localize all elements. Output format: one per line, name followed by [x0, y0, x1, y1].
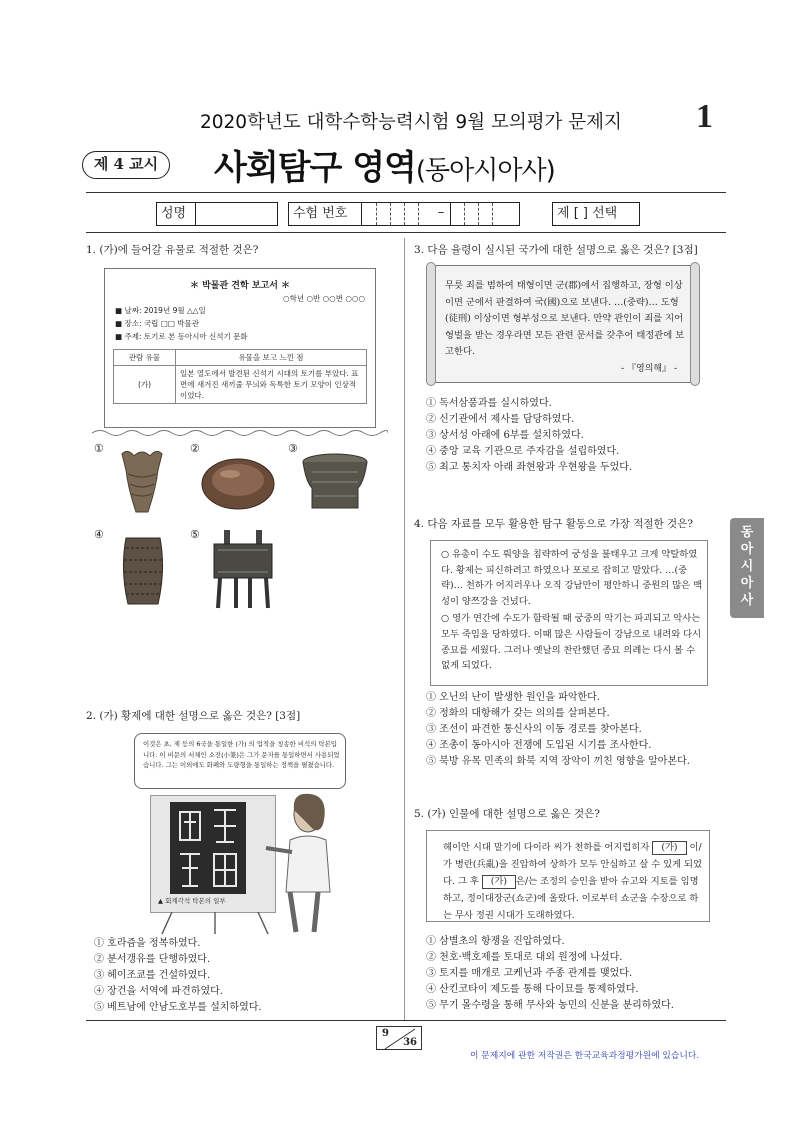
q4-stem: 4. 다음 자료를 모두 활용한 탐구 활동으로 가장 적절한 것은? [414, 518, 693, 530]
choice-label[interactable]: 제 [ ] 선택 [552, 202, 640, 226]
q2-choice-3[interactable]: ③ 헤이조쿄를 건설하였다. [94, 970, 211, 981]
exam-number-box [288, 202, 520, 226]
q4-choice-2[interactable]: ② 정화의 대항해가 갖는 의의를 살펴본다. [426, 708, 610, 719]
q2-choices [94, 936, 262, 1016]
q4-source-text [441, 547, 703, 674]
side-tab-label: 동아시아사 [740, 525, 754, 608]
table-header-impression: 유물을 보고 느낀 점 [176, 350, 367, 366]
header-rule [86, 192, 726, 193]
q5-choice-1[interactable]: ① 삼별초의 항쟁을 진압하였다. [426, 936, 565, 947]
q1-choice-4[interactable]: ④ [94, 528, 104, 541]
comb-pattern-jar-icon [118, 534, 168, 608]
q5-choice-2[interactable]: ② 천호·백호제를 토대로 대외 원정에 나섰다. [426, 952, 623, 963]
subject-main: 사회탐구 영역 [214, 148, 416, 188]
rubbing-caption: ▲ 회계각석 탁본의 일부 [158, 897, 226, 905]
subject-title [214, 140, 555, 189]
q3-passage: 무릇 죄를 범하여 태형이면 군(郡)에서 집행하고, 장형 이상이면 군에서 판결하여 국(國)으로 보낸다. …(중략)… 도형(徒刑) 이상이면 형부성으로 보낸다. 만약 관인이 죄를 지어 형벌을 받는 경우라면 모든 관련 문서를 갖추어 태정관에 보고한다. [445, 280, 685, 357]
copyright-notice: 이 문제지에 관한 저작권은 한국교육과정평가원에 있습니다. [470, 1051, 700, 1061]
museum-report [104, 268, 376, 428]
exam-number-dash: – [437, 205, 445, 220]
q2-choice-2[interactable]: ② 분서갱유를 단행하였다. [94, 954, 211, 965]
report-theme: ■ 주제: 토기로 본 동아시아 신석기 문화 [115, 332, 248, 341]
q5-passage-part3: 은/는 조정의 승인을 받아 슈고와 지토를 임명하고, 정이대장군(쇼군)에 올랐다. 이로부터 쇼군을 수장으로 하는 무사 정권 시대가 도래하였다. [443, 876, 699, 921]
page-current: 9 [382, 1028, 389, 1039]
report-date: ■ 날짜: 2019년 9월 △△일 [115, 306, 206, 315]
easel-legs-icon [152, 912, 278, 934]
report-title: ＊ 박물관 견학 보고서 ＊ [189, 281, 291, 291]
table-cell-impression: 일본 열도에서 발견된 신석기 시대의 토기를 부았다. 표면에 새겨진 새끼줄 무늬와 독특한 토기 모양이 인상적이었다. [176, 366, 367, 404]
q2-choice-5[interactable]: ⑤ 베트남에 안남도호부를 설치하였다. [94, 1002, 262, 1013]
exam-title: 2020학년도 대학수학능력시험 9월 모의평가 문제지 [200, 112, 622, 133]
q5-choice-4[interactable]: ④ 산킨코타이 제도를 통해 다이묘를 통제하였다. [426, 984, 639, 995]
speech-text: 이것은 초, 제 등의 6국을 통일한 (가) 의 업적을 칭송한 비석의 탁본입니다. 이 비문의 서체인 소전(小篆)은 그가 문자를 통일하면서 사용되었습니다. 그는 이외에도 화폐와 도량형을 통일하는 정책을 펼쳤습니다. [143, 740, 340, 769]
q4-source-1: ○ 유총이 수도 뤄양을 침략하여 궁성을 불태우고 크게 약탈하였다. 황제는 피신하려고 하였으나 포로로 잡히고 말았다. …(중략)… 천하가 어지러우나 오직 강남만이 평안하니 중원의 많은 백성이 양쯔강을 건넜다. [441, 549, 703, 607]
q3-choice-1[interactable]: ① 독서삼품과를 실시하였다. [426, 398, 552, 409]
seal-script-icon [170, 802, 246, 894]
q3-choice-5[interactable]: ⑤ 최고 통치자 아래 좌현왕과 우현왕을 두었다. [426, 462, 633, 473]
q4-choice-1[interactable]: ① 오닌의 난이 발생한 원인을 파악한다. [426, 692, 600, 703]
exam-number-field[interactable] [362, 202, 520, 226]
column-divider [404, 238, 405, 1020]
q3-choice-2[interactable]: ② 신기관에서 제사를 담당하였다. [426, 414, 575, 425]
table-header-artifact: 관람 유물 [114, 350, 176, 366]
q2-stem: 2. (가) 황제에 대한 설명으로 옳은 것은? [3점] [86, 710, 301, 722]
q3-passage-scroll [432, 265, 694, 383]
subject-sub: (동아시아사) [415, 156, 555, 186]
choice-box [552, 202, 640, 226]
scroll-rod-right [690, 262, 700, 386]
teacher-figure-icon [262, 792, 342, 934]
report-student: ○학년 ○반 ○○번 ○○○ [283, 294, 365, 303]
q2-choice-4[interactable]: ④ 장건을 서역에 파견하였다. [94, 986, 223, 997]
info-rule [86, 232, 726, 233]
q5-choices [426, 934, 674, 1014]
page-marker: 1 [696, 98, 713, 135]
q1-stem: 1. (가)에 들어갈 유물로 적절한 것은? [86, 244, 259, 256]
q3-choice-3[interactable]: ③ 상서성 아래에 6부를 설치하였다. [426, 430, 584, 441]
period-badge: 제 4 교시 [82, 151, 170, 179]
exam-number-label: 수험 번호 [288, 202, 362, 226]
q4-choice-5[interactable]: ⑤ 북방 유목 민족의 화북 지역 장악이 끼친 영향을 알아본다. [426, 756, 690, 767]
report-table [113, 349, 367, 404]
page-indicator [376, 1026, 422, 1050]
q3-choices [426, 396, 632, 476]
q5-choice-5[interactable]: ⑤ 무기 몰수령을 통해 무사와 농민의 신분을 분리하였다. [426, 1000, 674, 1011]
q5-passage-part1: 헤이안 시대 말기에 다이라 씨가 천하를 어지럽히자 [443, 842, 650, 853]
name-box [156, 202, 278, 226]
q5-passage [443, 839, 703, 924]
speech-bubble [134, 733, 346, 789]
name-field[interactable] [196, 202, 278, 226]
bronze-drum-icon [300, 452, 370, 514]
q4-source-2: ○ 영가 연간에 수도가 함락될 때 궁중의 악기는 파괴되고 악사는 모두 죽임을 당하였다. 이때 많은 사람들이 강남으로 내려와 다시 종묘를 세웠다. 그러나 옛날의 찬란했던 종묘 의례는 다시 볼 수 없게 되었다. [441, 613, 702, 672]
q3-choice-4[interactable]: ④ 중앙 교육 기관으로 주자감을 설립하였다. [426, 446, 620, 457]
q3-source: - 『영의해』 - [621, 364, 677, 374]
footer-rule [86, 1020, 726, 1021]
subject-side-tab [730, 518, 764, 618]
page-total: 36 [403, 1037, 417, 1048]
q5-passage-part2: 이/가 병란(兵亂)을 진압하여 상하가 모두 안심하고 살 수 있게 되었다. 그 후 [443, 842, 703, 887]
name-label: 성명 [156, 202, 196, 226]
q4-choice-4[interactable]: ④ 조총이 동아시아 전쟁에 도입된 시기를 조사한다. [426, 740, 652, 751]
q1-choice-5[interactable]: ⑤ [190, 528, 200, 541]
q5-blank-2: (가) [482, 875, 516, 889]
q3-stem: 3. 다음 율령이 실시된 국가에 대한 설명으로 옳은 것은? [3점] [414, 244, 698, 256]
stele-rubbing-image [170, 802, 246, 894]
q5-choice-3[interactable]: ③ 토지를 매개로 고케닌과 주종 관계를 맺었다. [426, 968, 633, 979]
q5-stem: 5. (가) 인물에 대한 설명으로 옳은 것은? [414, 808, 600, 820]
scroll-rod-left [426, 262, 436, 386]
q4-choices [426, 690, 690, 770]
q5-blank-1: (가) [652, 841, 686, 855]
report-place: ■ 장소: 국립 □□ 박물관 [115, 319, 200, 328]
q2-choice-1[interactable]: ① 호라즘을 정복하였다. [94, 938, 201, 949]
report-wavy-edge [92, 428, 388, 438]
bowl-icon [200, 456, 276, 512]
bronze-ding-icon [206, 528, 280, 612]
q1-choice-3[interactable]: ③ [288, 442, 298, 455]
q5-passage-box [426, 830, 710, 922]
q1-choice-2[interactable]: ② [190, 442, 200, 455]
q4-choice-3[interactable]: ③ 조선이 파견한 통신사의 이동 경로를 찾아본다. [426, 724, 642, 735]
q4-sources [430, 540, 708, 686]
jomon-pot-icon [116, 448, 168, 516]
q1-choice-1[interactable]: ① [94, 442, 104, 455]
table-cell-blank: (가) [114, 366, 176, 404]
